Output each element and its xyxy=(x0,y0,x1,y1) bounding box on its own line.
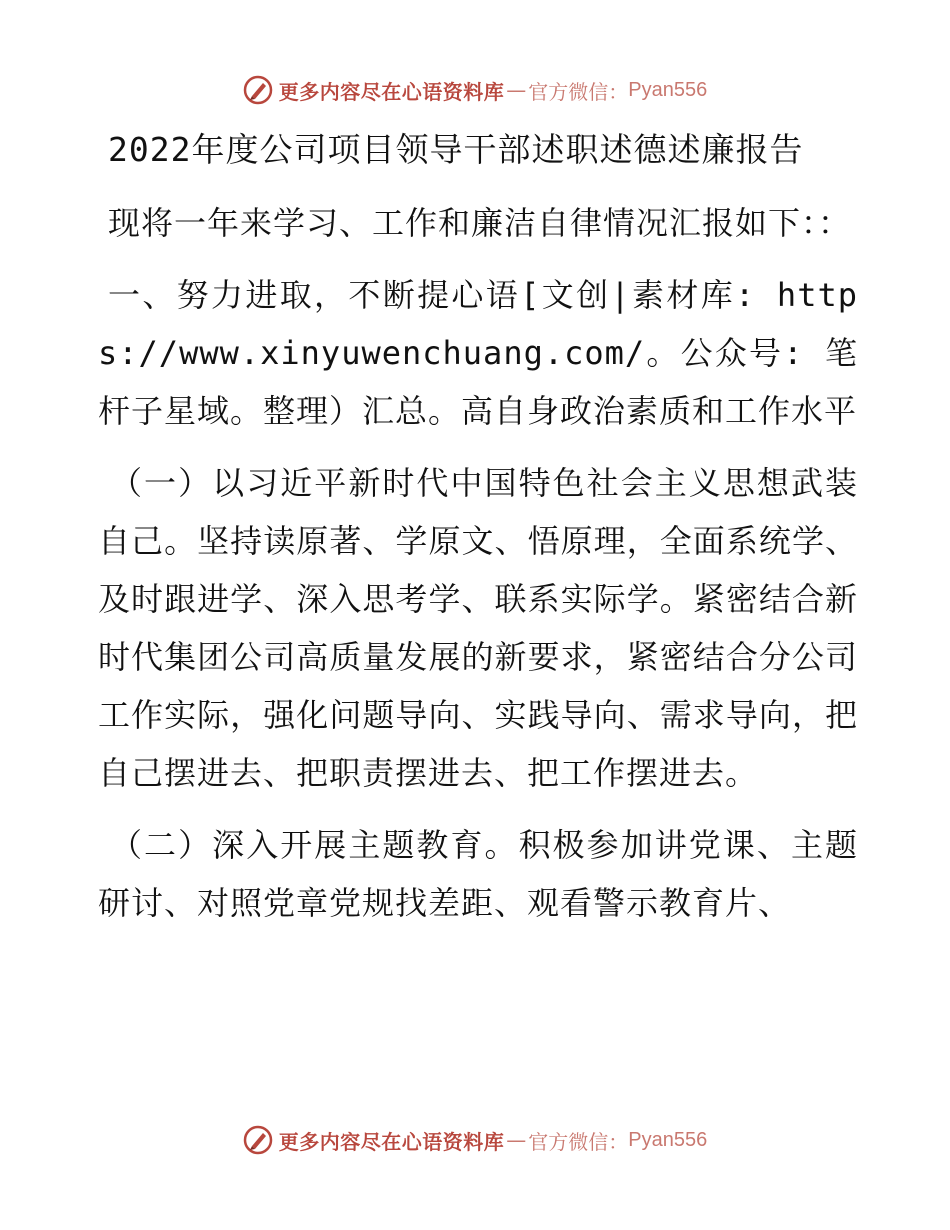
document-title: 2022年度公司项目领导干部述职述德述廉报告 xyxy=(108,130,804,169)
pen-logo-icon xyxy=(243,1125,273,1155)
watermark-main-text: 更多内容尽在心语资料库 xyxy=(278,1129,505,1154)
watermark-dash: — xyxy=(506,1128,527,1152)
header-watermark xyxy=(0,70,950,110)
document-body xyxy=(98,120,858,946)
pen-logo-icon xyxy=(243,75,273,105)
subsection-one-paragraph: （一）以习近平新时代中国特色社会主义思想武装自己。坚持读原著、学原文、悟原理，全面系统学、及时跟进学、深入思考学、联系实际学。紧密结合新时代集团公司高质量发展的新要求，紧密结合分公司工作实际，强化问题导向、实践导向、需求导向，把自己摆进去、把职责摆进去、把工作摆进去。 xyxy=(98,464,858,792)
intro-paragraph: 现将一年来学习、工作和廉洁自律情况汇报如下：： xyxy=(108,204,852,242)
watermark-dash: — xyxy=(506,78,527,102)
watermark-main-text: 更多内容尽在心语资料库 xyxy=(278,79,505,104)
watermark-official-label: 官方微信： xyxy=(528,79,629,104)
watermark-wechat-id: Pyan556 xyxy=(628,1128,708,1151)
watermark-official-label: 官方微信： xyxy=(528,1129,629,1154)
section-one-heading: 一、努力进取，不断提心语[文创|素材库: https://www.xinyuwenchuang.com/。公众号: 笔杆子星域。整理）汇总。高自身政治素质和工作水平 xyxy=(98,276,858,430)
footer-watermark xyxy=(0,1120,950,1160)
subsection-two-paragraph: （二）深入开展主题教育。积极参加讲党课、主题研讨、对照党章党规找差距、观看警示教育片、 xyxy=(98,826,858,922)
watermark-wechat-id: Pyan556 xyxy=(628,78,708,101)
